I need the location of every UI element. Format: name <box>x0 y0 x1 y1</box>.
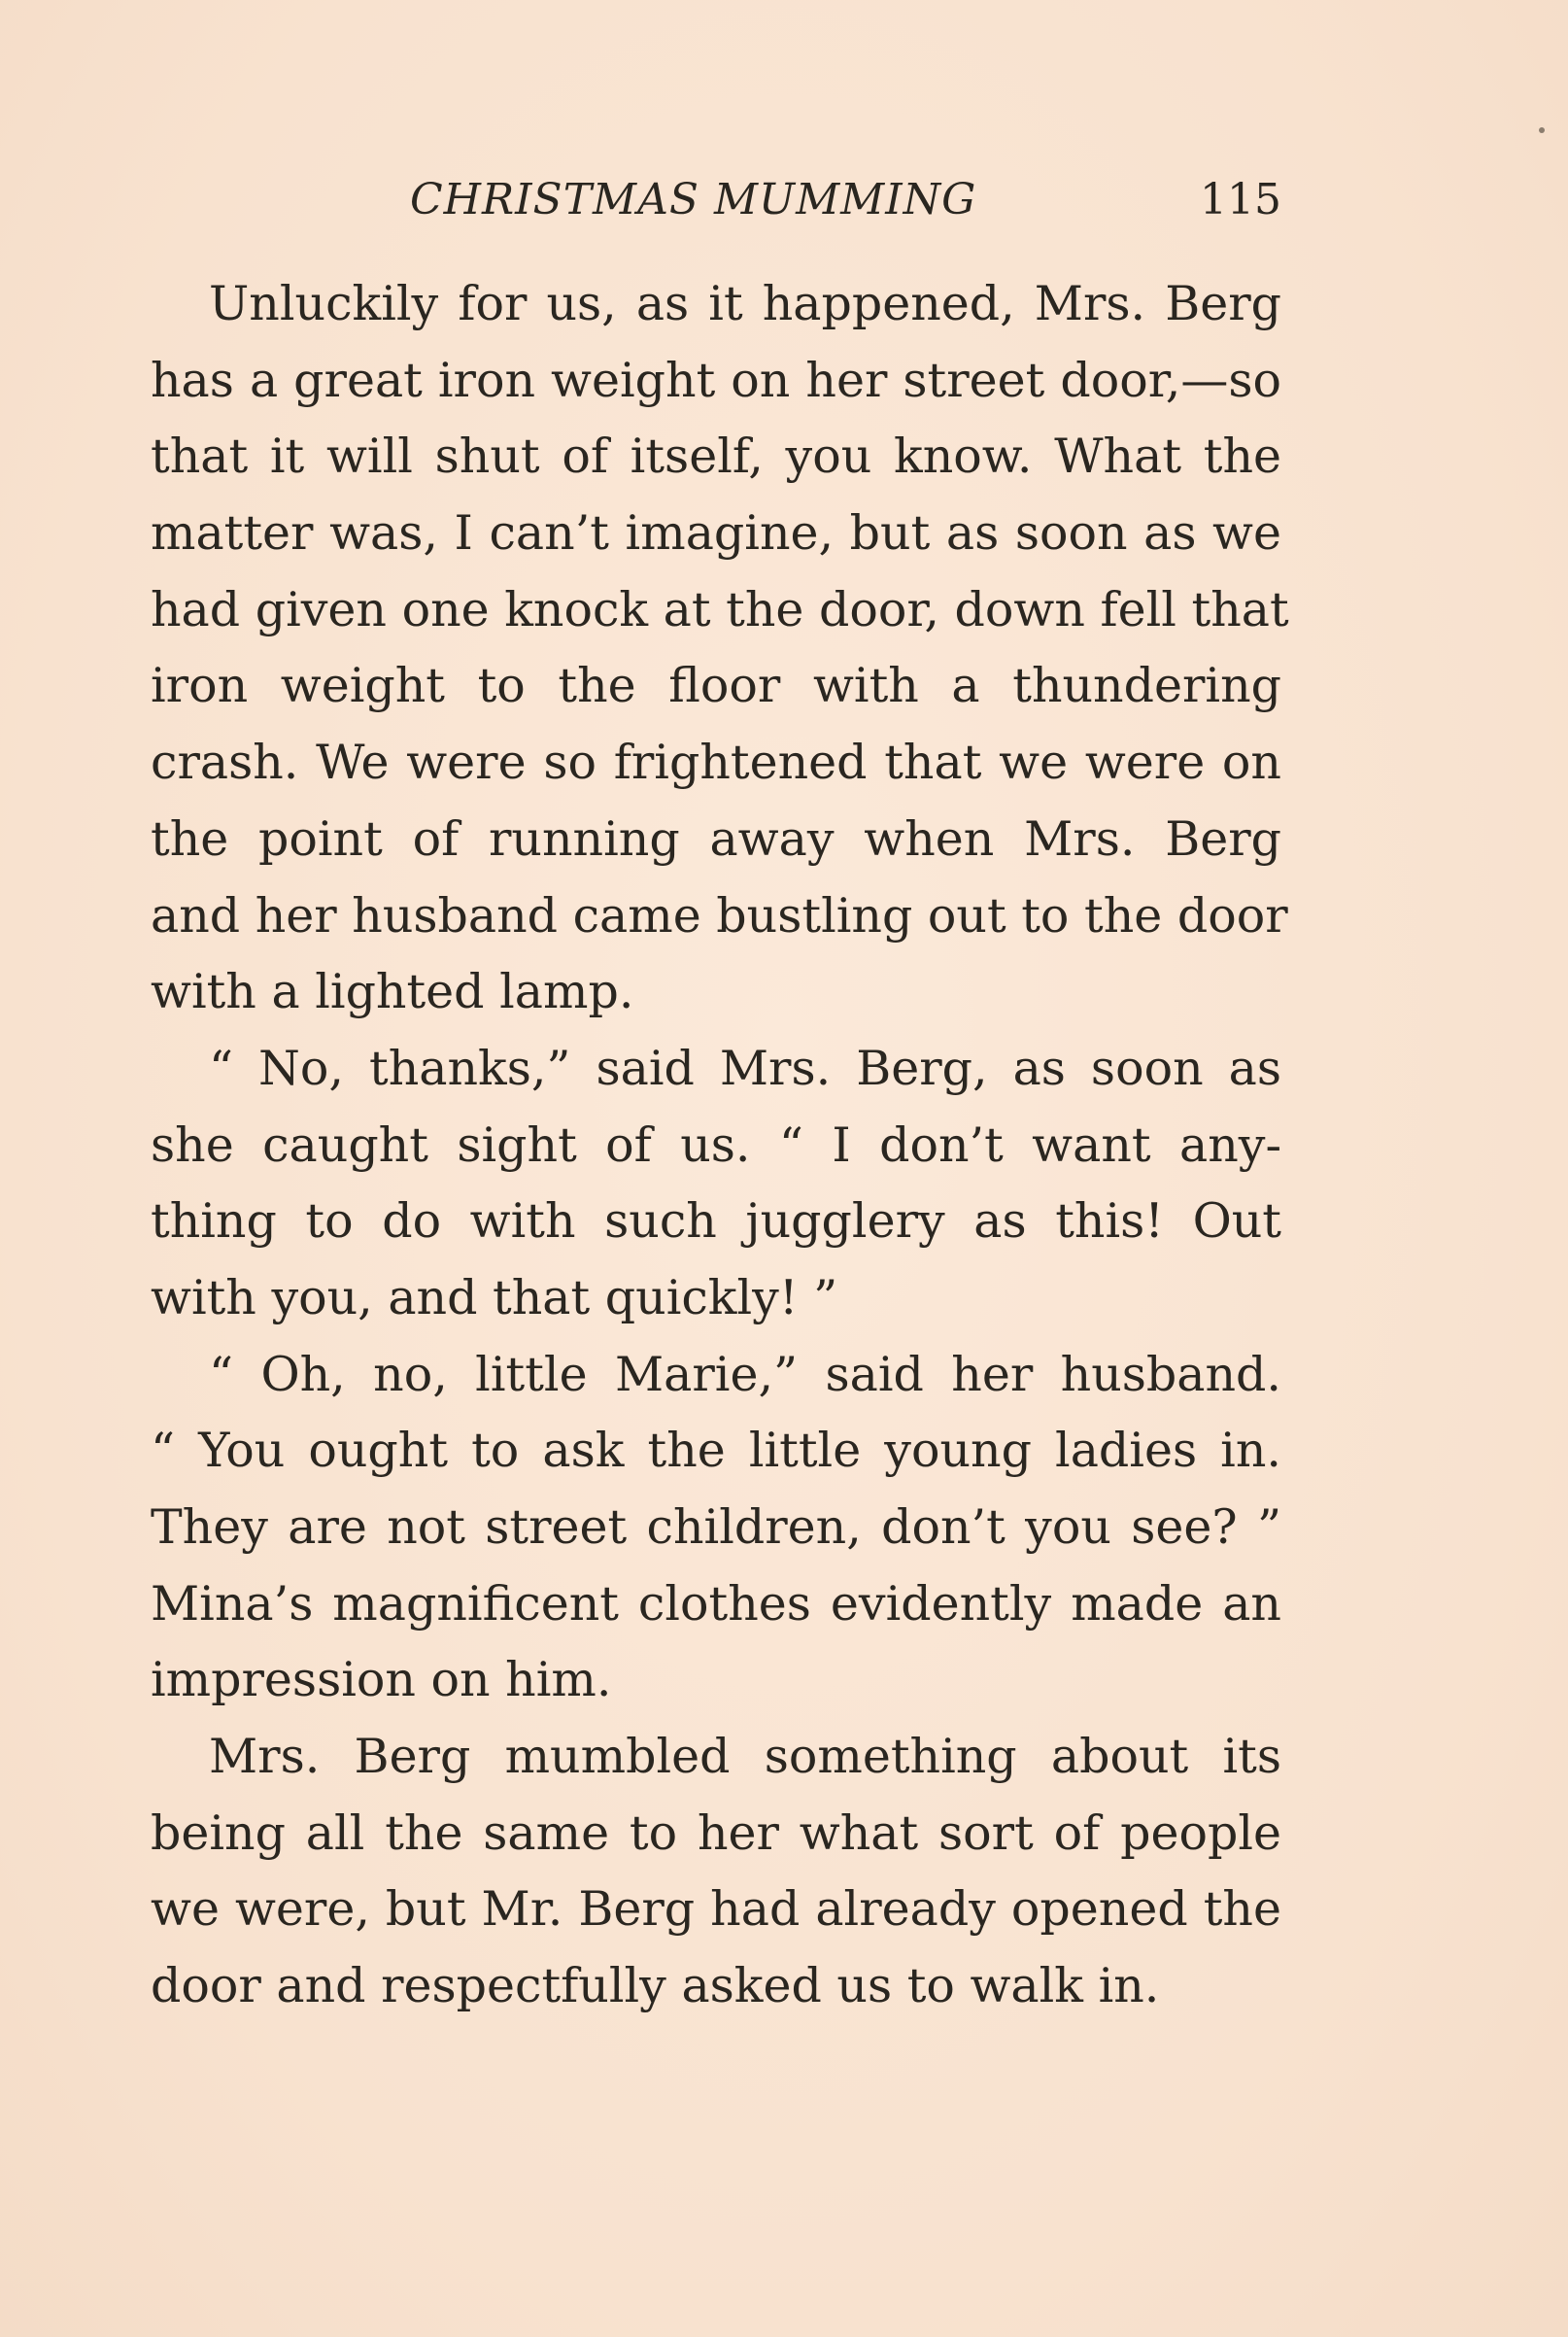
text-line: door and respectfully asked us to walk in. <box>151 1958 1160 2014</box>
text-line: had given one knock at the door, down fell that <box>151 581 1289 637</box>
page-number: 115 <box>1200 175 1281 224</box>
text-line: Unluckily for us, as it happened, Mrs. Berg <box>209 276 1281 331</box>
text-line: iron weight to the floor with a thundering <box>151 658 1281 714</box>
text-line: Mrs. Berg mumbled something about its <box>209 1729 1281 1785</box>
text-line: the point of running away when Mrs. Berg <box>151 810 1281 867</box>
running-title: CHRISTMAS MUMMING <box>410 175 977 224</box>
text-line: we were, but Mr. Berg had already opened the <box>151 1881 1281 1938</box>
text-line: crash. We were so frightened that we were on <box>151 735 1281 791</box>
paper-speck <box>1539 127 1545 133</box>
text-line: being all the same to her what sort of people <box>151 1804 1281 1861</box>
text-line: thing to do with such jugglery as this! Out <box>151 1193 1281 1250</box>
text-line: Mina’s magnificent clothes evidently made an <box>151 1575 1281 1632</box>
text-line: with a lighted lamp. <box>151 964 634 1020</box>
text-line: she caught sight of us. “ I don’t want any- <box>151 1117 1281 1173</box>
page-header <box>151 171 1281 229</box>
text-line: and her husband came bustling out to the door <box>151 887 1288 944</box>
text-line: “ You ought to ask the little young ladies in. <box>151 1423 1281 1479</box>
text-line: with you, and that quickly! ” <box>151 1269 838 1325</box>
text-line: has a great iron weight on her street door,—so <box>151 352 1281 408</box>
text-line: They are not street children, don’t you see? ” <box>151 1499 1281 1555</box>
text-line: “ Oh, no, little Marie,” said her husband. <box>209 1346 1281 1402</box>
body-text <box>151 266 1289 2025</box>
text-line: matter was, I can’t imagine, but as soon as we <box>151 505 1281 562</box>
text-line: “ No, thanks,” said Mrs. Berg, as soon as <box>209 1040 1281 1096</box>
text-line: that it will shut of itself, you know. What the <box>151 429 1281 485</box>
text-line: impression on him. <box>151 1652 612 1708</box>
